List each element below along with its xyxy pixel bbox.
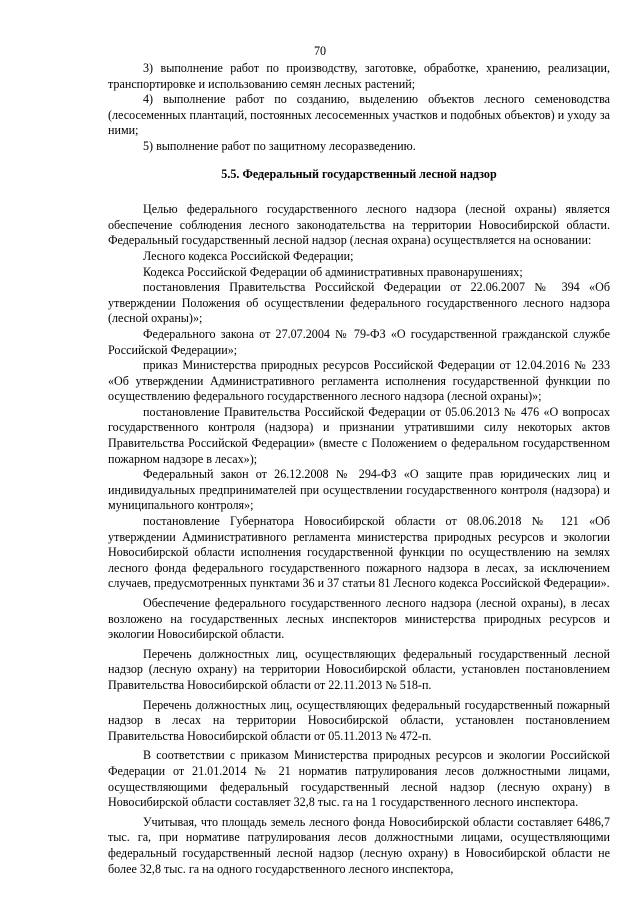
list-item: 3) выполнение работ по производству, заготовке, обработке, хранению, реализации, транспортировке и использованию семян лесных растений; (108, 61, 610, 91)
paragraph: Федерального закона от 27.07.2004 № 79-ФЗ «О государственной гражданской службе Российской Федерации»; (108, 326, 610, 357)
paragraph: Лесного кодекса Российской Федерации; (143, 248, 354, 263)
paragraph: Целью федерального государственного лесного надзора (лесной охраны) является обеспечение соблюдения лесного законодательства на территории Новосибирской области. Федеральный государственный лесной надзор (лесная охрана) осуществляется на основании: (108, 202, 610, 248)
list-item: 5) выполнение работ по защитному лесоразведению. (143, 138, 416, 153)
paragraph: Перечень должностных лиц, осуществляющих федеральный государственный пожарный надзор в лесах на территории Новосибирской области, установлен постановлением Правительства Новосибирской области от 05.11.2013 № 472-п. (108, 697, 610, 743)
spacer (108, 194, 610, 202)
paragraph: В соответствии с приказом Министерства природных ресурсов и экологии Российской Федерации от 21.01.2014 № 21 норматив патрулирования лесов должностными лицами, осуществляющими федеральный государственный лесной надзор (лесную охрану) в Новосибирской области составляет 32,8 тыс. га на 1 государственного лесного инспектора. (108, 748, 610, 810)
paragraph: Федеральный закон от 26.12.2008 № 294-ФЗ «О защите прав юридических лиц и индивидуальных предпринимателей при осуществлении государственного контроля (надзора) и муниципального контроля»; (108, 467, 610, 513)
page-content (108, 61, 610, 877)
paragraph: постановление Правительства Российской Федерации от 05.06.2013 № 476 «О вопросах государственного контроля (надзора) и признании утратившими силу некоторых актов Правительства Российской Федерации» (вместе с Положением о федеральном государственном пожарном надзоре в лесах»); (108, 404, 610, 466)
paragraph: Кодекса Российской Федерации об административных правонарушениях; (143, 264, 523, 279)
page-number: 70 (313, 44, 327, 58)
paragraph: Перечень должностных лиц, осуществляющих федеральный государственный лесной надзор (лесную охрану) на территории Новосибирской области, установлен постановлением Правительства Новосибирской области от 22.11.2013 № 518-п. (108, 646, 610, 692)
list-item: 4) выполнение работ по созданию, выделению объектов лесного семеноводства (лесосеменных плантаций, постоянных лесосеменных участков и подобных объектов) и уходу за ними; (108, 92, 610, 138)
paragraph: постановление Губернатора Новосибирской области от 08.06.2018 № 121 «Об утверждении Административного регламента министерства природных ресурсов и экологии Новосибирской области исполнения государственной функции по осуществлению на землях лесного фонда федерального государственного пожарного надзора в лесах, за исключением случаев, предусмотренных пунктами 36 и 37 статьи 81 Лесного кодекса Российской Федерации». (108, 514, 610, 591)
section-heading: 5.5. Федеральный государственный лесной надзор (221, 166, 497, 181)
paragraph: постановления Правительства Российской Федерации от 22.06.2007 № 394 «Об утверждении Положения об осуществлении федерального государственного лесного надзора (лесной охраны)»; (108, 280, 610, 326)
paragraph: Учитывая, что площадь земель лесного фонда Новосибирской области составляет 6486,7 тыс. га, при нормативе патрулирования лесов должностными лицами, осуществляющими федеральный государственный лесной надзор (лесную охрану) в Новосибирской области не более 32,8 тыс. га на одного государственного лесного инспектора, (108, 814, 610, 876)
paragraph: приказ Министерства природных ресурсов Российской Федерации от 12.04.2016 № 233 «Об утверждении Административного регламента исполнения государственной функции по осуществлению федерального государственного лесного надзора (лесной охраны)»; (108, 358, 610, 404)
paragraph: Обеспечение федерального государственного лесного надзора (лесной охраны), в лесах возложено на государственных лесных инспекторов министерства природных ресурсов и экологии Новосибирской области. (108, 596, 610, 642)
